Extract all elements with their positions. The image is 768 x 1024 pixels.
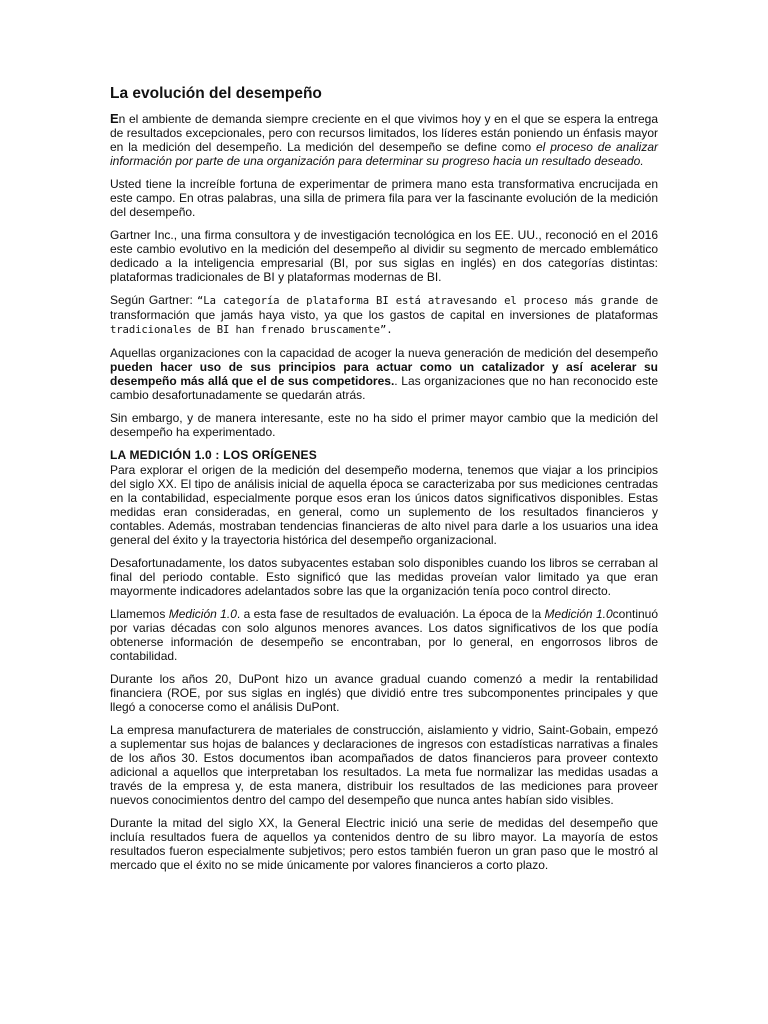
paragraph-11: La empresa manufacturera de materiales de construcción, aislamiento y vidrio, Saint-Gobain, empezó a suplementar sus hojas de balances y declaraciones de ingresos con estadísticas narrativas a finales de los años 30. Estos documentos iban acompañados de datos financieros para proveer contexto adicional a aquellos que interpretaban los resultados. La meta fue normalizar las medidas usadas a través de la empresa y, de esta manera, distribuir los resultados de las mediciones para proveer nuevos conocimientos dentro del campo del desempeño que nunca antes habían sido visibles. [110,723,658,807]
paragraph-5 [110,346,658,402]
drop-cap: E [110,111,119,126]
p9-text-1: Llamemos [110,607,169,621]
p9-text-3: continuó por varias décadas con solo algunos menores avances. Los datos significativos de los que podía obtenerse información de desempeño se encontraban, por lo general, en engorrosos libros de contabilidad. [110,607,659,663]
intro-text: n el ambiente de demanda siempre creciente en el que vivimos hoy y en el que se espera la entrega de resultados excepcionales, pero con recursos limitados, los líderes están poniendo un énfasis mayor en la medición del desempeño. La medición del desempeño se define como [110,112,658,154]
p5-bold: pueden hacer uso de sus principios para actuar como un catalizador y así acelerar su desempeño más allá que el de sus competidores. [110,360,658,388]
paragraph-2: Usted tiene la increíble fortuna de experimentar de primera mano esta transformativa encrucijada en este campo. En otras palabras, una silla de primera fila para ver la fascinante evolución de la medición del desempeño. [110,177,658,219]
quote-middle: transformación que jamás haya visto, ya que los gastos de capital en inversiones de plataformas [110,308,658,322]
document-page [110,84,658,881]
intro-definition: el proceso de analizar información por parte de una organización para determinar su progreso hacia un resultado deseado. [110,140,659,168]
paragraph-3: Gartner Inc., una firma consultora y de investigación tecnológica en los EE. UU., reconoció en el 2016 este cambio evolutivo en la medición del desempeño al dividir su segmento de mercado emblemático dedicado a la inteligencia empresarial (BI, por sus siglas en inglés) en dos categorías distintas: plataformas tradicionales de BI y plataformas modernas de BI. [110,228,658,284]
paragraph-8: Desafortunadamente, los datos subyacentes estaban solo disponibles cuando los libros se cerraban al final del periodo contable. Esto significó que las medidas proveían valor limitado ya que eran mayormente indicadores adelantados sobre las que la organización tenía poco control directo. [110,556,658,598]
paragraph-9 [110,607,658,663]
p5-text-1: Aquellas organizaciones con la capacidad de acoger la nueva generación de medición del desempeño [110,346,658,360]
quote-lead: Según Gartner: [110,293,198,307]
quote-part-2: tradicionales de BI han frenado bruscamente”. [110,324,393,336]
p5-text-2: . Las organizaciones que no han reconocido este cambio desafortunadamente se quedarán atrás. [110,374,658,402]
p9-italic-2: Medición 1.0 [544,607,613,621]
paragraph-intro [110,112,658,168]
paragraph-gartner-quote [110,293,658,337]
paragraph-6: Sin embargo, y de manera interesante, este no ha sido el primer mayor cambio que la medición del desempeño ha experimentado. [110,411,658,439]
paragraph-7: Para explorar el origen de la medición del desempeño moderna, tenemos que viajar a los principios del siglo XX. El tipo de análisis inicial de aquella época se caracterizaba por sus mediciones centradas en la contabilidad, especialmente porque esos eran los únicos datos significativos disponibles. Estas medidas eran consideradas, en general, como un suplemento de los resultados financieros y contables. Además, mostraban tendencias financieras de alto nivel para darle a los usuarios una idea general del éxito y la trayectoria histórica del desempeño organizacional. [110,463,658,547]
paragraph-10: Durante los años 20, DuPont hizo un avance gradual cuando comenzó a medir la rentabilidad financiera (ROE, por sus siglas en inglés) que dividió entre tres subcomponentes principales y que llegó a conocerse como el análisis DuPont. [110,672,658,714]
page-title: La evolución del desempeño [110,85,322,102]
section-heading: LA MEDICIÓN 1.0 : LOS ORÍGENES [110,448,317,462]
p9-italic-1: Medición 1.0 [168,607,237,621]
paragraph-12: Durante la mitad del siglo XX, la General Electric inició una serie de medidas del desempeño que incluía resultados fuera de aquellos ya contenidos dentro de su libro mayor. La mayoría de estos resultados fueron especialmente subjetivos; pero estos también fueron un gran paso que le mostró al mercado que el éxito no se mide únicamente por valores financieros a corto plazo. [110,816,658,872]
p9-text-2: . a esta fase de resultados de evaluación. La época de la [236,607,545,621]
quote-part-1: “La categoría de plataforma BI está atravesando el proceso más grande de [197,295,658,307]
